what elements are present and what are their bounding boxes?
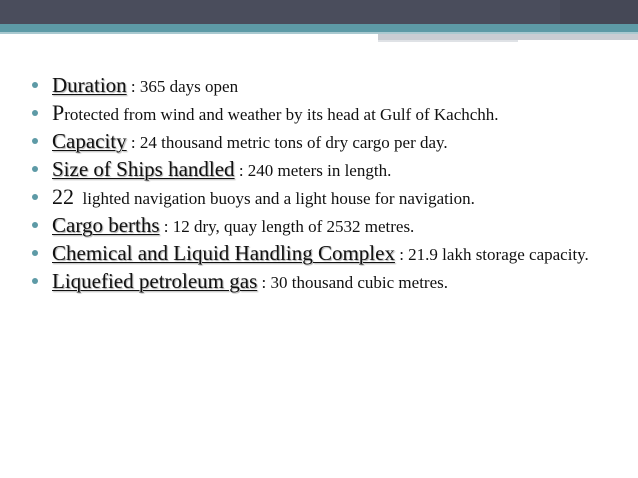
bullet-lead: 22 [52,184,74,209]
bullet-dot-icon [32,166,38,172]
bullet-dot-icon [32,138,38,144]
bullet-dot-icon [32,110,38,116]
bullet-lpg [26,270,616,294]
bullet-text: rotected from wind and weather by its head at Gulf of Kachchh. [64,105,499,124]
bullet-text: : 12 dry, quay length of 2532 metres. [159,217,415,236]
bullet-term: Liquefied petroleum gas [52,269,258,293]
bullet-text: : 365 days open [126,77,239,96]
bullet-text: : 240 meters in length. [234,161,392,180]
bullet-dot-icon [32,222,38,228]
bullet-term: Size of Ships handled [52,157,235,181]
bullet-list [26,74,616,298]
bullet-term: Chemical and Liquid Handling Complex [52,241,395,265]
bullet-term: Duration [52,73,127,97]
header-band [0,0,638,24]
bullet-duration [26,74,616,98]
accent-bar [0,24,638,32]
bullet-text: : 24 thousand metric tons of dry cargo per day. [126,133,448,152]
decorative-strip-thin [378,40,518,42]
bullet-term: Capacity [52,129,127,153]
bullet-dot-icon [32,278,38,284]
bullet-dot-icon [32,194,38,200]
bullet-chemical-complex [26,242,616,266]
bullet-capacity [26,130,616,154]
bullet-protected [26,102,616,126]
bullet-dot-icon [32,82,38,88]
bullet-text: : 21.9 lakh storage capacity. [394,245,589,264]
bullet-buoys [26,186,616,210]
header-band-accent [560,0,638,24]
bullet-text: lighted navigation buoys and a light house for navigation. [74,189,475,208]
bullet-term: Cargo berths [52,213,160,237]
bullet-ship-size [26,158,616,182]
bullet-lead: P [52,100,65,125]
bullet-text: : 30 thousand cubic metres. [257,273,449,292]
bullet-dot-icon [32,250,38,256]
bullet-cargo-berths [26,214,616,238]
